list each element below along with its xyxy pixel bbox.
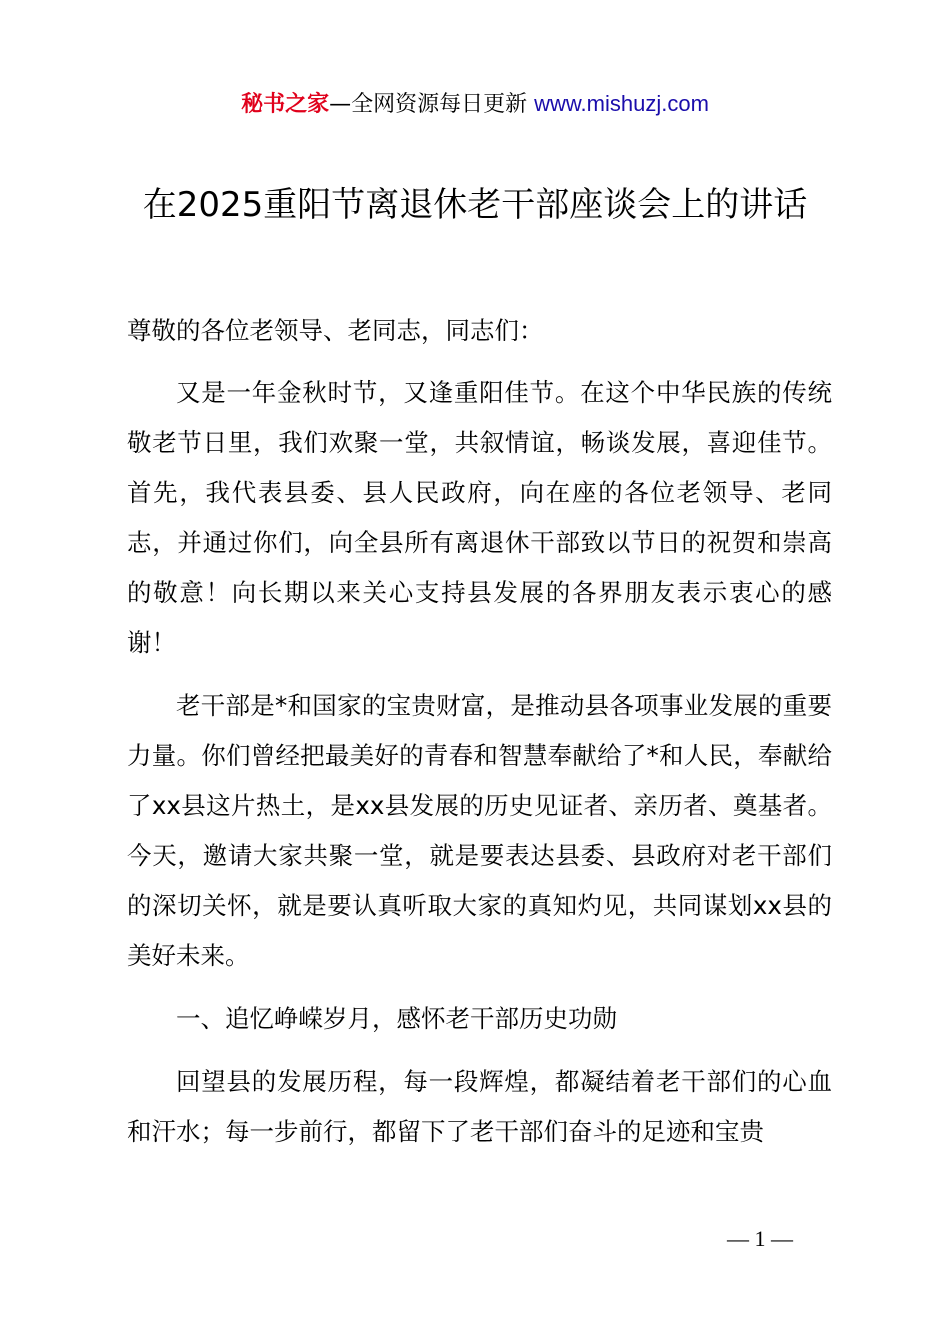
document-body	[127, 306, 832, 1170]
paragraph-3: 回望县的发展历程，每一段辉煌，都凝结着老干部们的心血和汗水；每一步前行，都留下了老干部们奋斗的足迹和宝贵	[127, 1067, 832, 1146]
brand-name: 秘书之家	[241, 92, 330, 117]
salutation: 尊敬的各位老领导、老同志，同志们：	[127, 316, 544, 345]
page-number: — 1 —	[727, 1226, 793, 1251]
section-heading-1: 一、追忆峥嵘岁月，感怀老干部历史功勋	[176, 1004, 617, 1033]
paragraph-2: 老干部是*和国家的宝贵财富，是推动县各项事业发展的重要力量。你们曾经把最美好的青春和智慧奉献给了*和人民，奉献给了xx县这片热土，是xx县发展的历史见证者、亲历者、奠基者。今天，邀请大家共聚一堂，就是要表达县委、县政府对老干部们的深切关怀，就是要认真听取大家的真知灼见，共同谋划xx县的美好未来。	[127, 691, 832, 970]
site-url-link[interactable]: www.mishuzj.com	[534, 91, 709, 116]
paragraph-1: 又是一年金秋时节，又逢重阳佳节。在这个中华民族的传统敬老节日里，我们欢聚一堂，共叙情谊，畅谈发展，喜迎佳节。首先，我代表县委、县人民政府，向在座的各位老领导、老同志，并通过你们，向全县所有离退休干部致以节日的祝贺和崇高的敬意！向长期以来关心支持县发展的各界朋友表示衷心的感谢！	[127, 378, 832, 657]
site-header	[0, 88, 950, 121]
header-tagline: —全网资源每日更新	[329, 92, 535, 117]
document-title: 在2025重阳节离退休老干部座谈会上的讲话	[142, 185, 808, 225]
